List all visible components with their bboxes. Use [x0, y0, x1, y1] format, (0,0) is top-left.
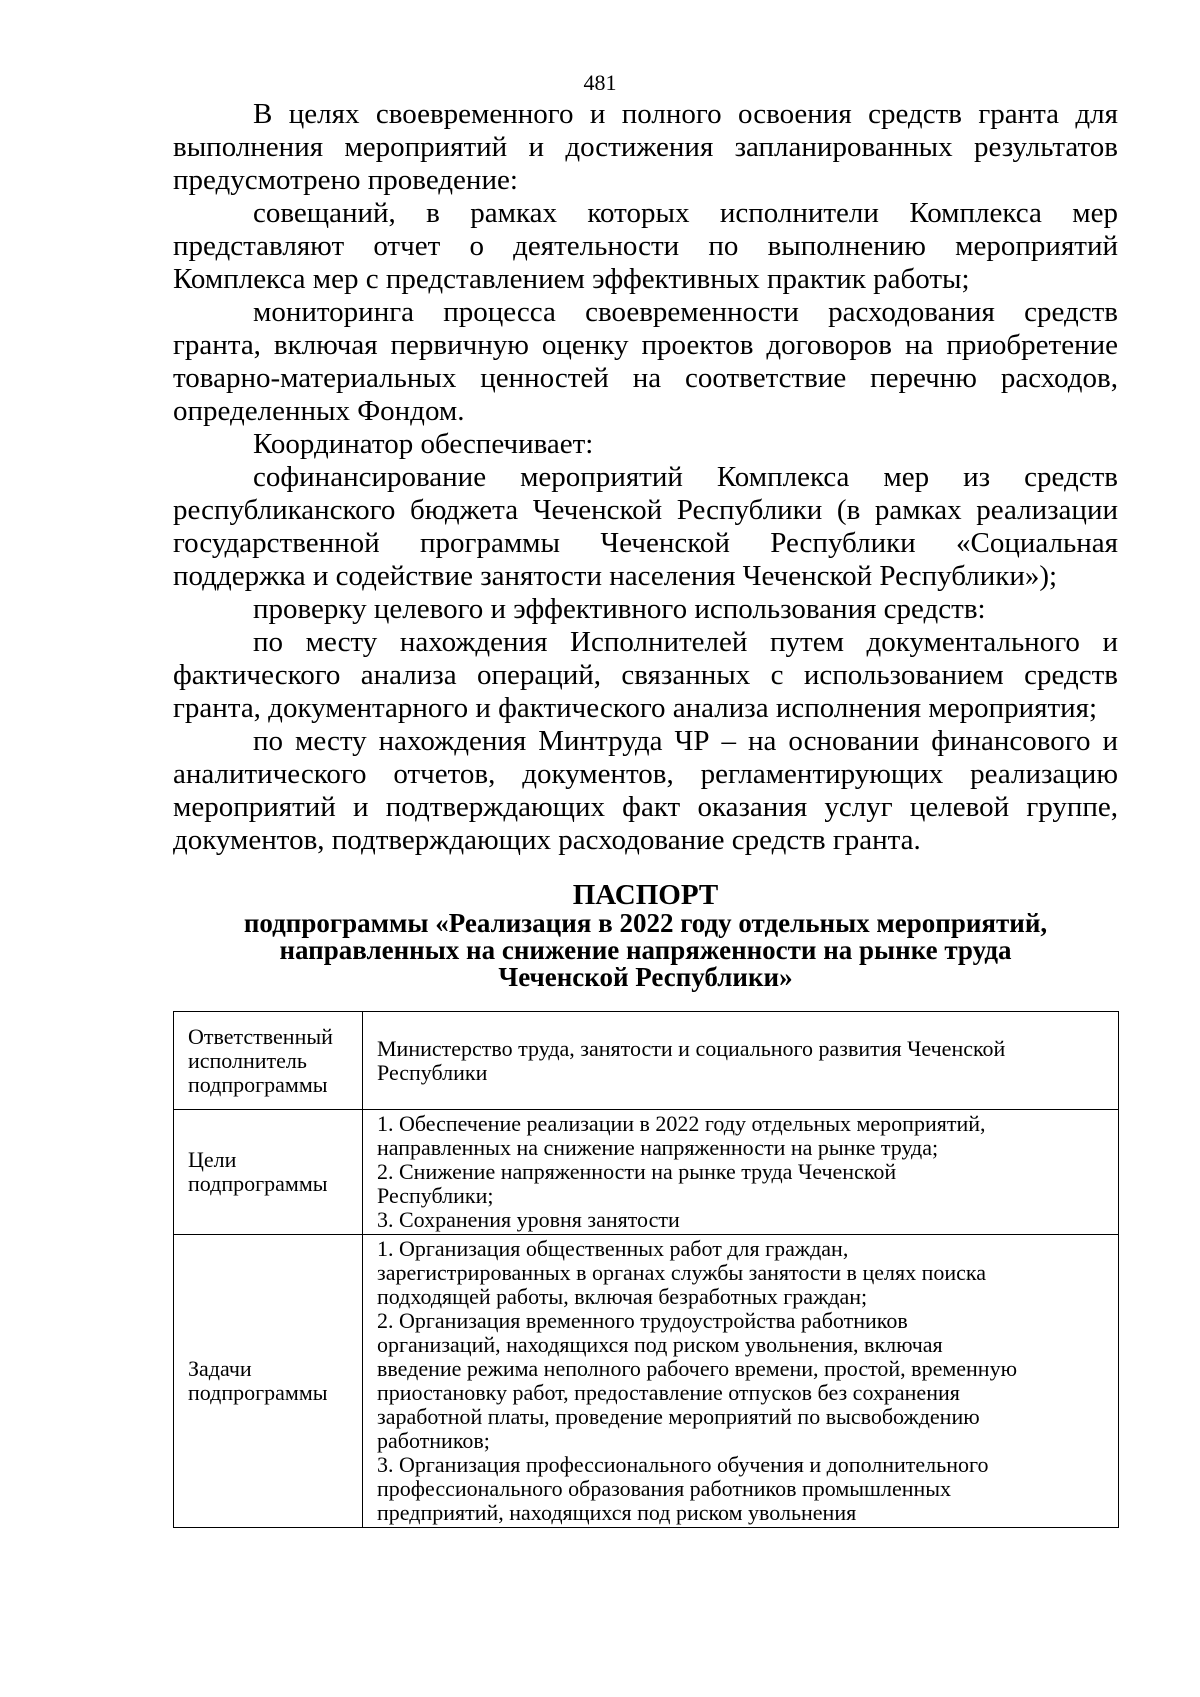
paragraph: по месту нахождения Исполнителей путем документального и фактического анализа операций, связанных с использованием средств гранта, документарного и фактического анализа исполнения мероприятия; [173, 626, 1118, 724]
table-row [174, 1235, 1119, 1528]
row-label: Цели подпрограммы [174, 1110, 363, 1235]
passport-heading [173, 880, 1118, 991]
paragraph: мониторинга процесса своевременности расходования средств гранта, включая первичную оценку проектов договоров на приобретение товарно-материальных ценностей на соответствие перечню расходов, определенных Фондом. [173, 296, 1118, 427]
passport-title: ПАСПОРТ [572, 879, 719, 911]
table-row [174, 1012, 1119, 1110]
row-value: 1. Организация общественных работ для граждан, зарегистрированных в органах службы занятости в целях поиска подходящей работы, включая безработных граждан; 2. Организация временного трудоустройства работников организаций, находящихся под риском увольнения, включая введение режима неполного рабочего времени, простой, временную приостановку работ, предоставление отпусков без сохранения заработной платы, проведение мероприятий по высвобождению работников; 3. Организация профессионального обучения и дополнительного профессионального образования работников промышленных предприятий, находящихся под риском увольнения [363, 1235, 1119, 1528]
row-label: Задачи подпрограммы [174, 1235, 363, 1528]
table-row [174, 1110, 1119, 1235]
passport-subtitle: подпрограммы «Реализация в 2022 году отдельных мероприятий, направленных на снижение напряженности на рынке труда Чеченской Республики» [243, 908, 1048, 992]
paragraph: по месту нахождения Минтруда ЧР – на основании финансового и аналитического отчетов, документов, регламентирующих реализацию мероприятий и подтверждающих факт оказания услуг целевой группе, документов, подтверждающих расходование средств гранта. [173, 725, 1118, 856]
row-value: Министерство труда, занятости и социального развития Чеченской Республики [363, 1012, 1119, 1110]
row-value: 1. Обеспечение реализации в 2022 году отдельных мероприятий, направленных на снижение напряженности на рынке труда; 2. Снижение напряженности на рынке труда Чеченской Республики; 3. Сохранения уровня занятости [363, 1110, 1119, 1235]
row-label: Ответственный исполнитель подпрограммы [174, 1012, 363, 1110]
paragraph: В целях своевременного и полного освоения средств гранта для выполнения мероприятий и достижения запланированных результатов предусмотрено проведение: [173, 98, 1118, 196]
page-number: 481 [583, 70, 617, 95]
paragraph: проверку целевого и эффективного использования средств: [253, 593, 986, 625]
body-text [173, 98, 1118, 857]
paragraph: совещаний, в рамках которых исполнители Комплекса мер представляют отчет о деятельности по выполнению мероприятий Комплекса мер с представлением эффективных практик работы; [173, 197, 1118, 295]
paragraph: софинансирование мероприятий Комплекса мер из средств республиканского бюджета Чеченской Республики (в рамках реализации государственной программы Чеченской Республики «Социальная поддержка и содействие занятости населения Чеченской Республики»); [173, 461, 1118, 592]
passport-table [173, 1011, 1119, 1528]
paragraph: Координатор обеспечивает: [253, 428, 594, 460]
